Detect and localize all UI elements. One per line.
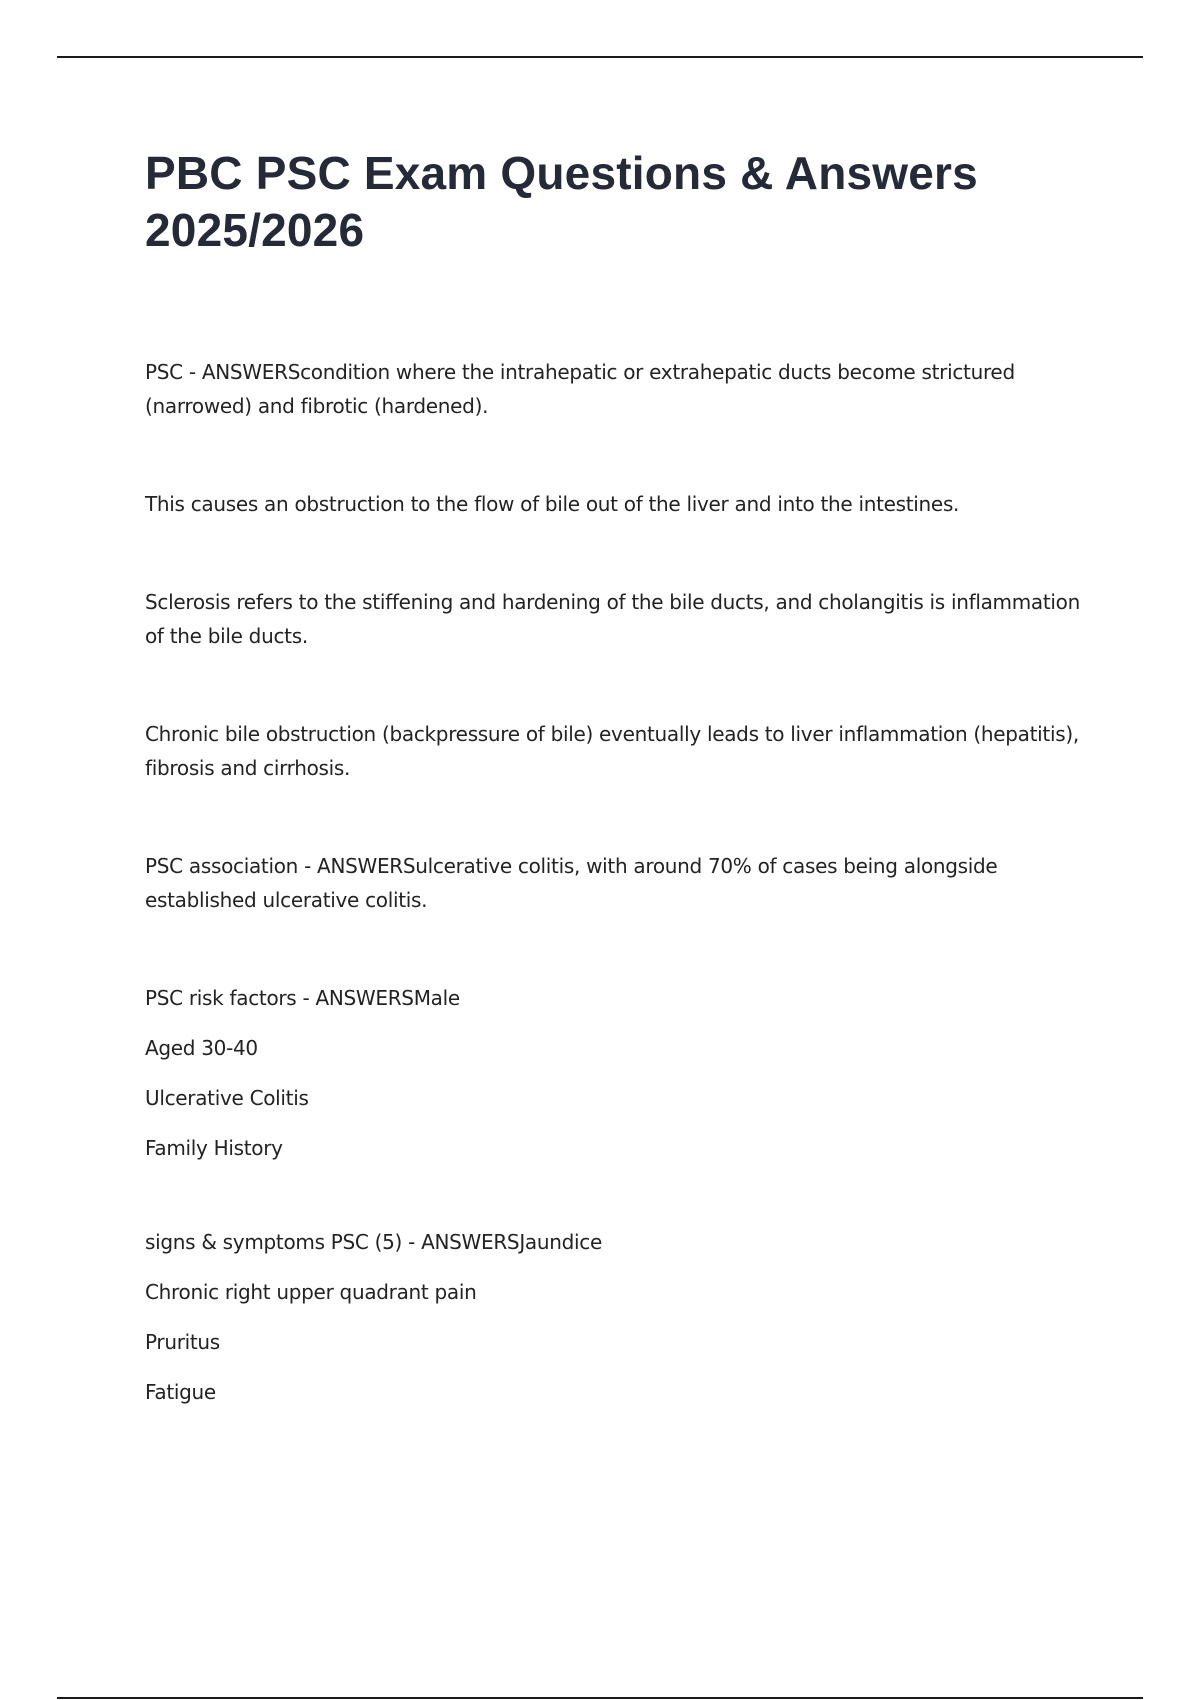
entry-answer-line: Fatigue xyxy=(145,1380,216,1404)
entry-text: PSC association - ANSWERSulcerative colitis, with around 70% of cases being alongside established ulcerative colitis. xyxy=(145,854,998,912)
top-rule xyxy=(57,56,1143,58)
entry-answer-line: Pruritus xyxy=(145,1330,220,1354)
entry-text: This causes an obstruction to the flow of bile out of the liver and into the intestines. xyxy=(145,492,960,516)
entry-text: Chronic bile obstruction (backpressure of bile) eventually leads to liver inflammation (hepatitis), fibrosis and cirrhosis. xyxy=(145,722,1079,780)
qa-entry-sclerosis xyxy=(145,585,1085,653)
entry-text: Sclerosis refers to the stiffening and hardening of the bile ducts, and cholangitis is inflammation of the bile ducts. xyxy=(145,590,1080,648)
document-title: PBC PSC Exam Questions & Answers 2025/2026 xyxy=(145,147,978,256)
entry-text: PSC - ANSWERScondition where the intrahepatic or extrahepatic ducts become strictured (narrowed) and fibrotic (hardened). xyxy=(145,360,1015,418)
entry-question-line: signs & symptoms PSC (5) - ANSWERSJaundice xyxy=(145,1230,602,1254)
qa-entries xyxy=(145,355,1085,1409)
entry-answer-line: Family History xyxy=(145,1136,283,1160)
entry-answer-line: Ulcerative Colitis xyxy=(145,1086,309,1110)
page-content xyxy=(145,145,1085,1473)
qa-entry-obstruction xyxy=(145,487,1085,521)
qa-entry-signs-symptoms xyxy=(145,1225,1085,1409)
qa-entry-risk-factors xyxy=(145,981,1085,1165)
qa-entry-chronic-obstruction xyxy=(145,717,1085,785)
qa-entry-psc-definition xyxy=(145,355,1085,423)
entry-answer-line: Aged 30-40 xyxy=(145,1036,258,1060)
bottom-rule xyxy=(57,1697,1143,1699)
entry-answer-line: Chronic right upper quadrant pain xyxy=(145,1280,477,1304)
qa-entry-psc-association xyxy=(145,849,1085,917)
entry-question-line: PSC risk factors - ANSWERSMale xyxy=(145,986,460,1010)
